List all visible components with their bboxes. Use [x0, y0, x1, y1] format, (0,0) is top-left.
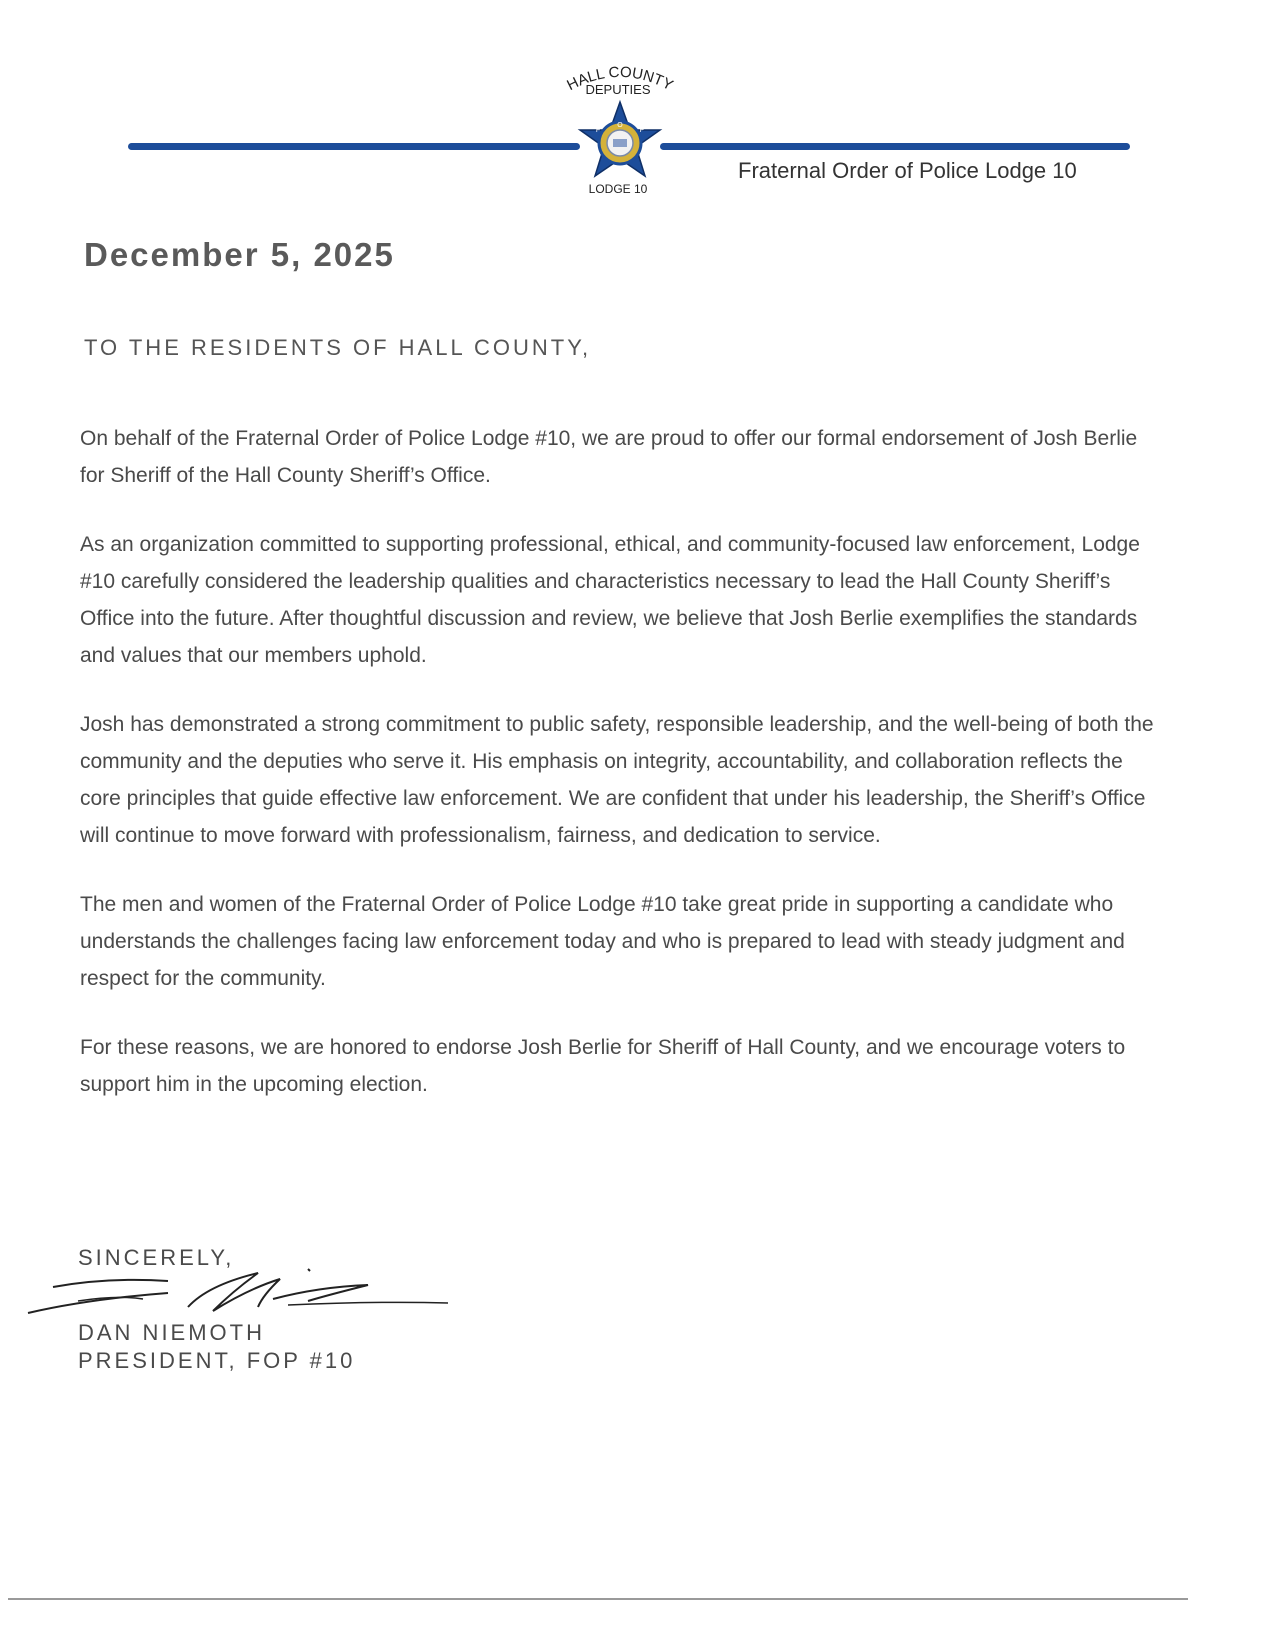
letterhead-rule-left	[128, 143, 580, 150]
letterhead-rule-right	[660, 143, 1130, 150]
signer-name: DAN NIEMOTH	[78, 1320, 265, 1345]
closing: SINCERELY,	[78, 1245, 235, 1270]
paragraph: As an organization committed to supporting professional, ethical, and community-focused law enforcement, Lodge #10 carefully considered the leadership qualities and characteristics necessary to lead the Hall County Sheriff’s Office into the future. After thoughtful discussion and review, we believe that Josh Berlie exemplifies the standards and values that our members uphold.	[80, 533, 1140, 667]
seal-bottom-text: LODGE 10	[588, 182, 648, 196]
signer-title: PRESIDENT, FOP #10	[78, 1348, 356, 1373]
seal-letter-o: O	[617, 122, 623, 129]
paragraph: For these reasons, we are honored to endorse Josh Berlie for Sheriff of Hall County, and we encourage voters to support him in the upcoming election.	[80, 1036, 1126, 1096]
seal-emblem	[613, 139, 627, 147]
lodge-name: Fraternal Order of Police Lodge 10	[738, 158, 1077, 183]
footer-rule	[8, 1598, 1188, 1600]
salutation: TO THE RESIDENTS OF HALL COUNTY,	[84, 335, 592, 360]
seal-letter-f: F	[595, 127, 601, 134]
paragraph: The men and women of the Fraternal Order of Police Lodge #10 take great pride in supporting a candidate who understands the challenges facing law enforcement today and who is prepared to lead with steady judgment and respect for the community.	[80, 893, 1125, 990]
seal-top-text: HALL COUNTY	[564, 63, 676, 95]
letterhead	[0, 0, 1275, 215]
seal-letter-p: P	[639, 127, 645, 134]
paragraph: On behalf of the Fraternal Order of Police Lodge #10, we are proud to offer our formal endorsement of Josh Berlie for Sheriff of the Hall County Sheriff’s Office.	[80, 427, 1138, 487]
letter-body	[80, 420, 1160, 1135]
letter-date: December 5, 2025	[84, 236, 395, 273]
fop-lodge-seal-icon	[540, 60, 700, 210]
seal-sub-text: DEPUTIES	[585, 82, 651, 97]
paragraph: Josh has demonstrated a strong commitment to public safety, responsible leadership, and the well-being of both the community and the deputies who serve it. His emphasis on integrity, accountability, and collaboration reflects the core principles that guide effective law enforcement. We are confident that under his leadership, the Sheriff’s Office will continue to move forward with professionalism, fairness, and dedication to service.	[80, 713, 1154, 847]
